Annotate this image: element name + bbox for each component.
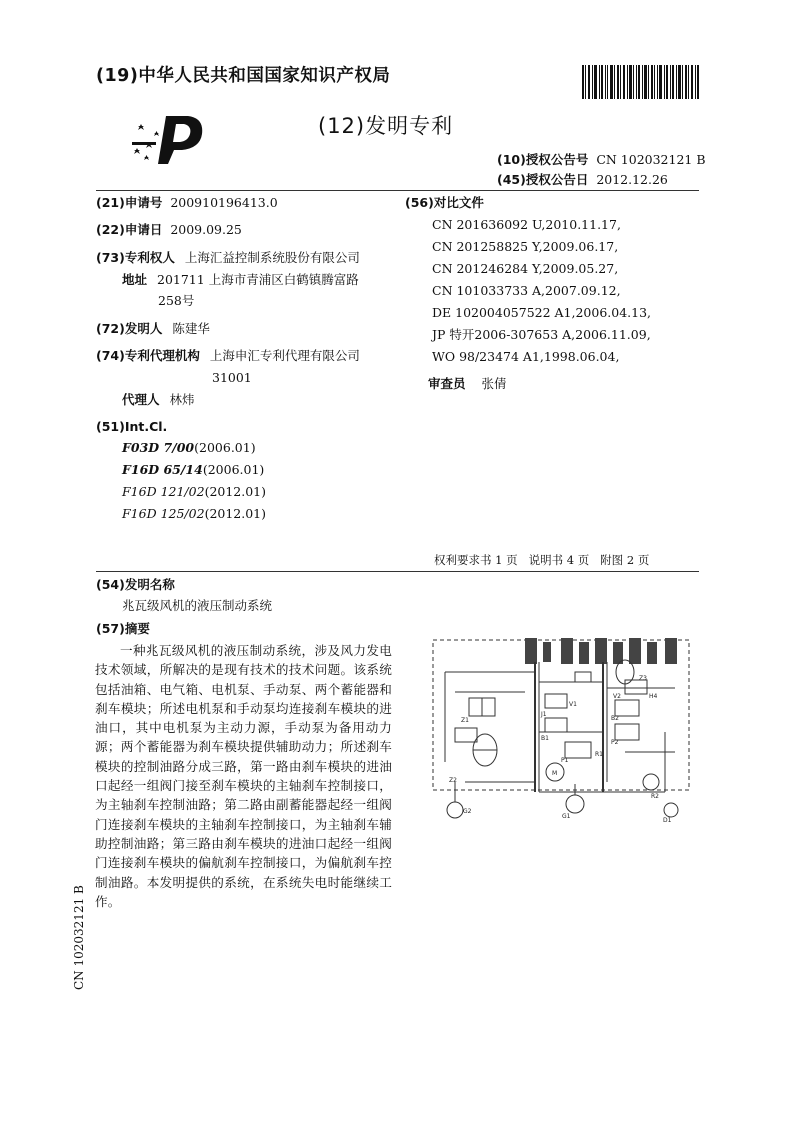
publication-number-row [497,152,706,168]
title-label-text: (54)发明名称 [96,577,175,592]
document-type: (12)发明专利 [318,114,454,138]
agency: 上海申汇专利代理有限公司 [209,348,360,363]
references-label [405,195,484,211]
examiner-label: 审查员 [428,376,466,391]
references-label-text: (56)对比文件 [405,195,484,210]
invention-title: 兆瓦级风机的液压制动系统 [122,598,273,613]
ipc-code: F03D 7/00 [122,440,195,455]
ipc-code: F16D 125/02 [122,506,205,521]
ipc-label [96,419,167,435]
cnipa-logo-icon [128,108,208,168]
diagram-label: B2 [611,715,619,722]
filing-date: 2009.09.25 [170,222,242,237]
filing-date-label: (22)申请日 [96,222,163,237]
cnipa-logo [128,108,208,168]
reference-item: WO 98/23474 A1,1998.06.04, [432,349,620,364]
diagram-label: Z1 [461,717,469,724]
publication-date-label: (45)授权公告日 [497,172,589,187]
inventor-label: (72)发明人 [96,321,163,336]
diagram-label: J1 [541,711,547,718]
application-number: 200910196413.0 [170,195,278,210]
patentee: 上海汇益控制系统股份有限公司 [184,250,360,265]
publication-number: CN 102032121 B [596,152,706,167]
counts-divider [96,571,699,572]
hydraulic-schematic [425,632,697,838]
office-name: (19)中华人民共和国国家知识产权局 [96,66,391,86]
title-label [96,577,175,593]
publication-date: 2012.12.26 [596,172,668,187]
examiner-row [428,376,507,392]
ipc-entry [122,484,266,500]
reference-item: CN 201246284 Y,2009.05.27, [432,261,619,276]
diagram-label: V2 [613,693,621,700]
ipc-entry [122,506,266,522]
filing-date-row [96,222,242,238]
publication-date-row [497,172,668,188]
barcode [582,65,700,99]
diagram-label: G1 [562,813,571,820]
application-number-row [96,195,278,211]
agent-label: 代理人 [122,392,160,407]
agency-row [96,348,360,364]
barcode-graphic [582,65,700,99]
reference-item: CN 201258825 Y,2009.06.17, [432,239,619,254]
agent-row [122,392,195,408]
diagram-label: P1 [561,757,569,764]
diagram-label: Z3 [639,675,647,682]
abstract-text: 一种兆瓦级风机的液压制动系统，涉及风力发电技术领域，所解决的是现有技术的技术问题。该系统包括油箱、电气箱、电机泵、手动泵、两个蓄能器和刹车模块；所述电机泵和手动泵均连接刹车模块的进油口，其中电机泵为主动力源，手动泵为备用动力源；两个蓄能器为刹车模块提供辅助动力；所述刹车模块的控制油路分成三路，第一路由刹车模块的进油口起经一组阀门接至刹车模块的主轴刹车控制接口，为主轴刹车控制油路；第二路由副蓄能器起经一组阀门连接刹车模块的主轴刹车控制接口，为主轴刹车辅助控制油路；第三路由刹车模块的进油口起经一组阀门连接刹车模块的偏航刹车控制接口，为偏航刹车控制油路。本发明提供的系统，在系统失电时能继续工作。 [95,643,392,909]
address-line-2: 258号 [158,293,195,308]
ipc-entry [122,462,264,478]
header-divider [96,190,699,191]
diagram-label: G2 [463,808,472,815]
ipc-version: (2012.01) [204,484,267,499]
address-label: 地址 [122,272,148,287]
patentee-row [96,250,360,266]
abstract-figure [425,632,697,838]
ipc-version: (2006.01) [202,462,265,477]
inventor-row [96,321,210,337]
diagram-label: H4 [649,693,658,700]
examiner: 张倩 [481,376,507,391]
patentee-label: (73)专利权人 [96,250,175,265]
ipc-version: (2006.01) [194,440,256,455]
address-line-1: 201711 上海市青浦区白鹤镇腾富路 [157,272,359,287]
agent: 林炜 [169,392,195,407]
ipc-entry [122,440,256,456]
diagram-label: B1 [541,735,549,742]
page-counts: 权利要求书 1 页 说明书 4 页 附图 2 页 [434,553,650,567]
diagram-label: V1 [569,701,577,708]
ipc-version: (2012.01) [204,506,267,521]
ipc-label-text: (51)Int.Cl. [96,419,168,434]
reference-item: DE 102004057522 A1,2006.04.13, [432,305,652,320]
inventor: 陈建华 [172,321,210,336]
diagram-label: P2 [611,739,619,746]
abstract-label-text: (57)摘要 [96,621,150,636]
side-patent-number: CN 102032121 B [72,885,86,990]
reference-item: JP 特开2006-307653 A,2006.11.09, [432,327,651,342]
top-valve-bank [525,638,677,664]
reference-item: CN 101033733 A,2007.09.12, [432,283,621,298]
ipc-code: F16D 65/14 [122,462,203,477]
address-row [122,272,359,288]
abstract-label [96,621,150,637]
reference-item: CN 201636092 U,2010.11.17, [432,217,621,232]
diagram-label: R2 [651,793,659,800]
publication-number-label: (10)授权公告号 [497,152,589,167]
agency-code: 31001 [212,370,252,385]
ipc-code: F16D 121/02 [122,484,205,499]
diagram-label: Z2 [449,777,457,784]
diagram-label: M [552,770,558,777]
accumulators [473,660,634,766]
diagram-label: R1 [595,751,603,758]
agency-label: (74)专利代理机构 [96,348,200,363]
application-number-label: (21)申请号 [96,195,163,210]
diagram-label: D1 [663,817,672,824]
